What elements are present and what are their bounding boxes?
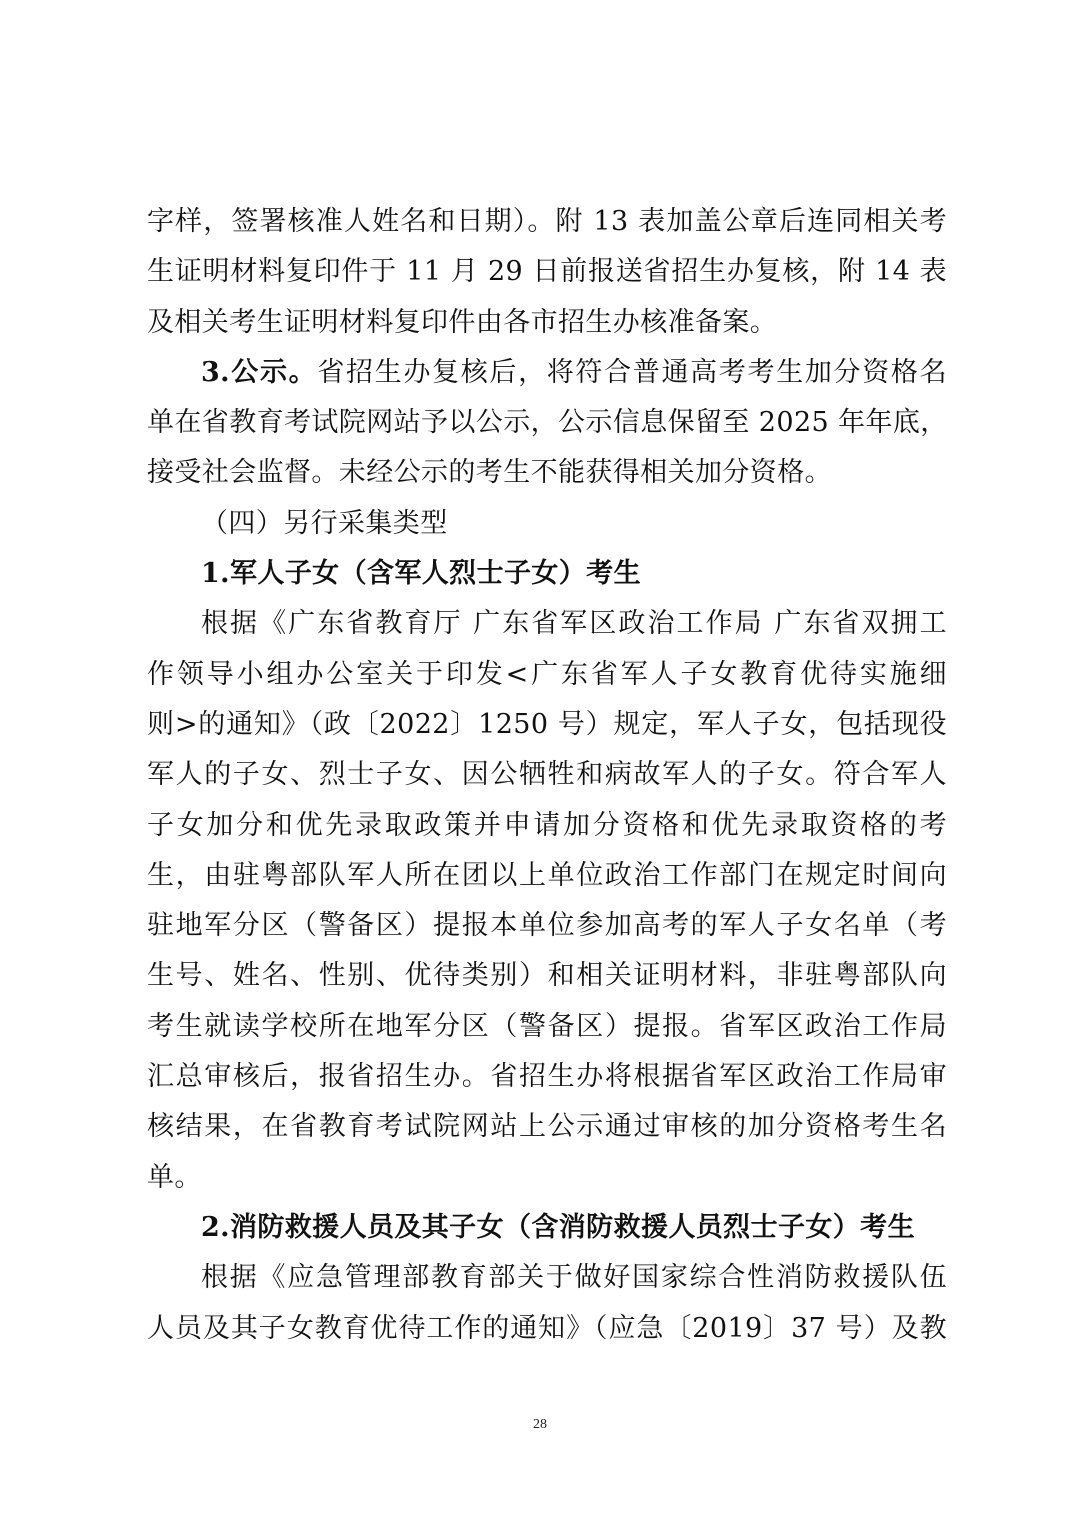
body-line: 根据《应急管理部教育部关于做好国家综合性消防救援队伍 <box>201 1262 947 1294</box>
paragraph-item-3 <box>147 348 947 398</box>
body-line: 单在省教育考试院网站予以公示，公示信息保留至 2025 年年底， <box>147 407 948 439</box>
page-number: 28 <box>533 1417 547 1432</box>
body-line: 驻地军分区（警备区）提报本单位参加高考的军人子女名单（考 <box>147 910 947 942</box>
body-line: 生号、姓名、性别、优待类别）和相关证明材料，非驻粤部队向 <box>147 960 947 992</box>
body-line: 考生就读学校所在地军分区（警备区）提报。省军区政治工作局 <box>147 1010 947 1042</box>
body-line: 字样，签署核准人姓名和日期）。附 13 表加盖公章后连同相关考 <box>147 206 947 237</box>
body-line: 单。 <box>147 1161 202 1193</box>
body-line: 则>的通知》（政〔2022〕1250 号）规定，军人子女，包括现役 <box>147 708 947 740</box>
body-line: 军人的子女、烈士子女、因公牺牲和病故军人的子女。符合军人 <box>147 759 947 791</box>
body-line: 子女加分和优先录取政策并申请加分资格和优先录取资格的考 <box>147 809 947 841</box>
body-line: 根据《广东省教育厅 广东省军区政治工作局 广东省双拥工 <box>201 608 947 640</box>
subsection-heading: 1.军人子女（含军人烈士子女）考生 <box>201 558 641 590</box>
section-heading: （四）另行采集类型 <box>201 507 448 539</box>
body-line: 生，由驻粤部队军人所在团以上单位政治工作部门在规定时间向 <box>147 859 947 891</box>
body-line: 生证明材料复印件于 11 月 29 日前报送省招生办复核，附 14 表 <box>147 256 947 288</box>
item-3-label: 3.公示。 <box>201 356 318 388</box>
body-line: 核结果，在省教育考试院网站上公示通过审核的加分资格考生名 <box>147 1111 947 1143</box>
body-line: 及相关考生证明材料复印件由各市招生办核准备案。 <box>147 306 778 338</box>
body-line: 省招生办复核后，将符合普通高考考生加分资格名 <box>317 356 947 388</box>
body-line: 接受社会监督。未经公示的考生不能获得相关加分资格。 <box>147 457 832 489</box>
body-line: 汇总审核后，报省招生办。省招生办将根据省军区政治工作局审 <box>147 1061 947 1093</box>
body-line: 人员及其子女教育优待工作的通知》（应急〔2019〕37 号）及教 <box>147 1312 947 1344</box>
subsection-heading: 2.消防救援人员及其子女（含消防救援人员烈士子女）考生 <box>201 1211 915 1243</box>
body-line: 作领导小组办公室关于印发<广东省军人子女教育优待实施细 <box>147 658 947 690</box>
document-body <box>147 197 947 1354</box>
